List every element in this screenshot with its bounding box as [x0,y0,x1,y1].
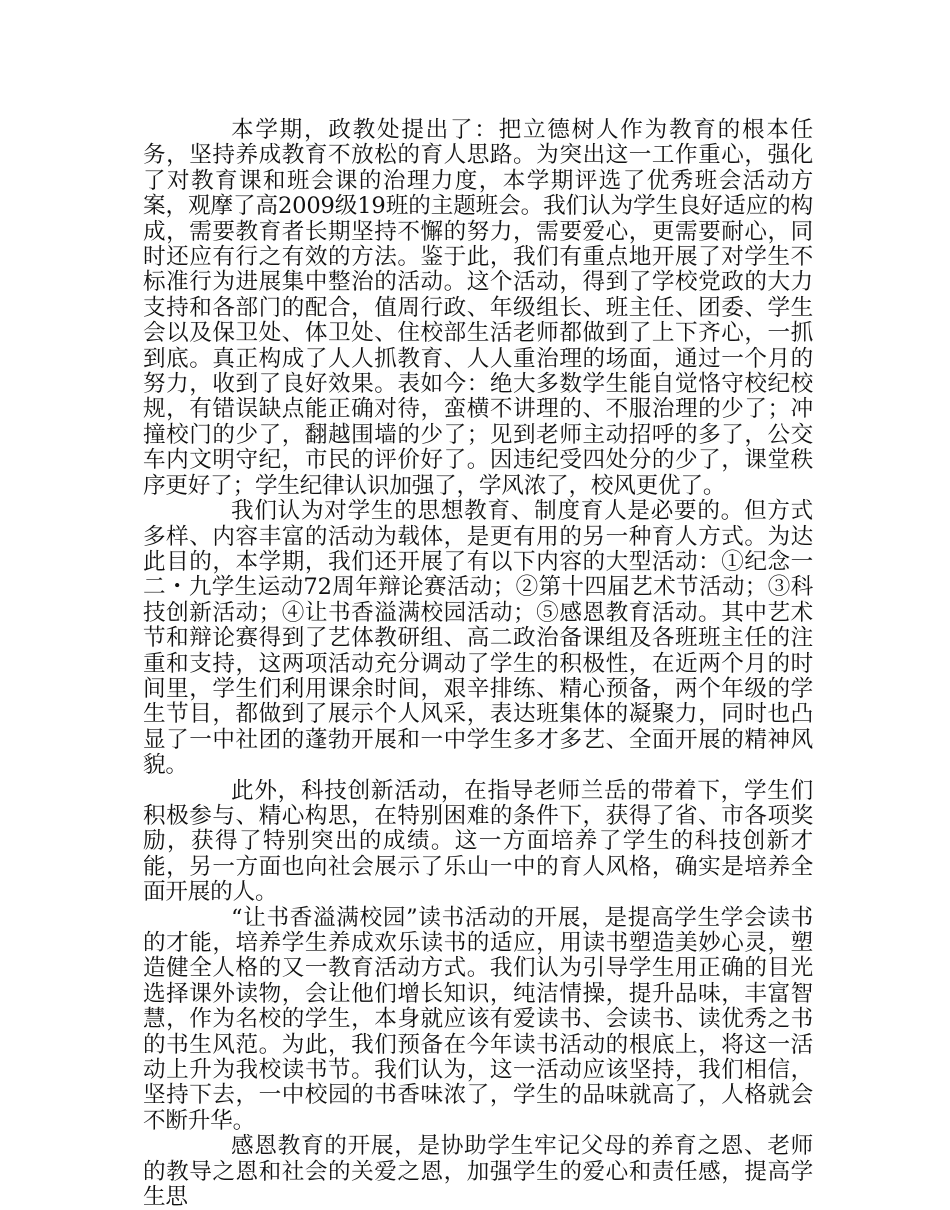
paragraph-activities: 我们认为对学生的思想教育、制度育人是必要的。但方式多样、内容丰富的活动为载体，是更有用的另一种育人方式。为达此目的，本学期，我们还开展了有以下内容的大型活动：①纪念一二・九学生运动72周年辩论赛活动；②第十四届艺术节活动；③科技创新活动；④让书香溢满校园活动；⑤感恩教育活动。其中艺术节和辩论赛得到了艺体教研组、高二政治备课组及各班班主任的注重和支持，这两项活动充分调动了学生的积极性，在近两个月的时间里，学生们利用课余时间，艰辛排练、精心预备，两个年级的学生节目，都做到了展示个人风采，表达班集体的凝聚力，同时也凸显了一中社团的蓬勃开展和一中学生多才多艺、全面开展的精神风貌。 [143,498,813,779]
paragraph-reading-activity: “让书香溢满校园”读书活动的开展，是提高学生学会读书的才能，培养学生养成欢乐读书的适应，用读书塑造美妙心灵，塑造健全人格的又一教育活动方式。我们认为引导学生用正确的目光选择课外读物，会让他们增长知识，纯洁情操，提升品味，丰富智慧，作为名校的学生，本身就应该有爱读书、会读书、读优秀之书的书生风范。为此，我们预备在今年读书活动的根底上，将这一活动上升为我校读书节。我们认为，这一活动应该坚持，我们相信，坚持下去，一中校园的书香味浓了，学生的品味就高了，人格就会不断升华。 [143,904,813,1134]
paragraph-gratitude-education: 感恩教育的开展，是协助学生牢记父母的养育之恩、老师的教导之恩和社会的关爱之恩，加强学生的爱心和责任感，提高学生思 [143,1133,813,1210]
paragraph-discipline-campaign: 本学期，政教处提出了：把立德树人作为教育的根本任务，坚持养成教育不放松的育人思路。为突出这一工作重心，强化了对教育课和班会课的治理力度，本学期评选了优秀班会活动方案，观摩了高2009级19班的主题班会。我们认为学生良好适应的构成，需要教育者长期坚持不懈的努力，需要爱心，更需要耐心，同时还应有行之有效的方法。鉴于此，我们有重点地开展了对学生不标准行为进展集中整治的活动。这个活动，得到了学校党政的大力支持和各部门的配合，值周行政、年级组长、班主任、团委、学生会以及保卫处、体卫处、住校部生活老师都做到了上下齐心，一抓到底。真正构成了人人抓教育、人人重治理的场面，通过一个月的努力，收到了良好效果。表如今：绝大多数学生能自觉恪守校纪校规，有错误缺点能正确对待，蛮横不讲理的、不服治理的少了；冲撞校门的少了，翻越围墙的少了；见到老师主动招呼的多了，公交车内文明守纪，市民的评价好了。因违纪受四处分的少了，课堂秩序更好了；学生纪律认识加强了，学风浓了，校风更优了。 [143,117,813,499]
document-body [143,118,813,1210]
paragraph-tech-innovation: 此外，科技创新活动，在指导老师兰岳的带着下，学生们积极参与、精心构思，在特别困难的条件下，获得了省、市各项奖励，获得了特别突出的成绩。这一方面培养了学生的科技创新才能，另一方面也向社会展示了乐山一中的育人风格，确实是培养全面开展的人。 [143,777,813,906]
